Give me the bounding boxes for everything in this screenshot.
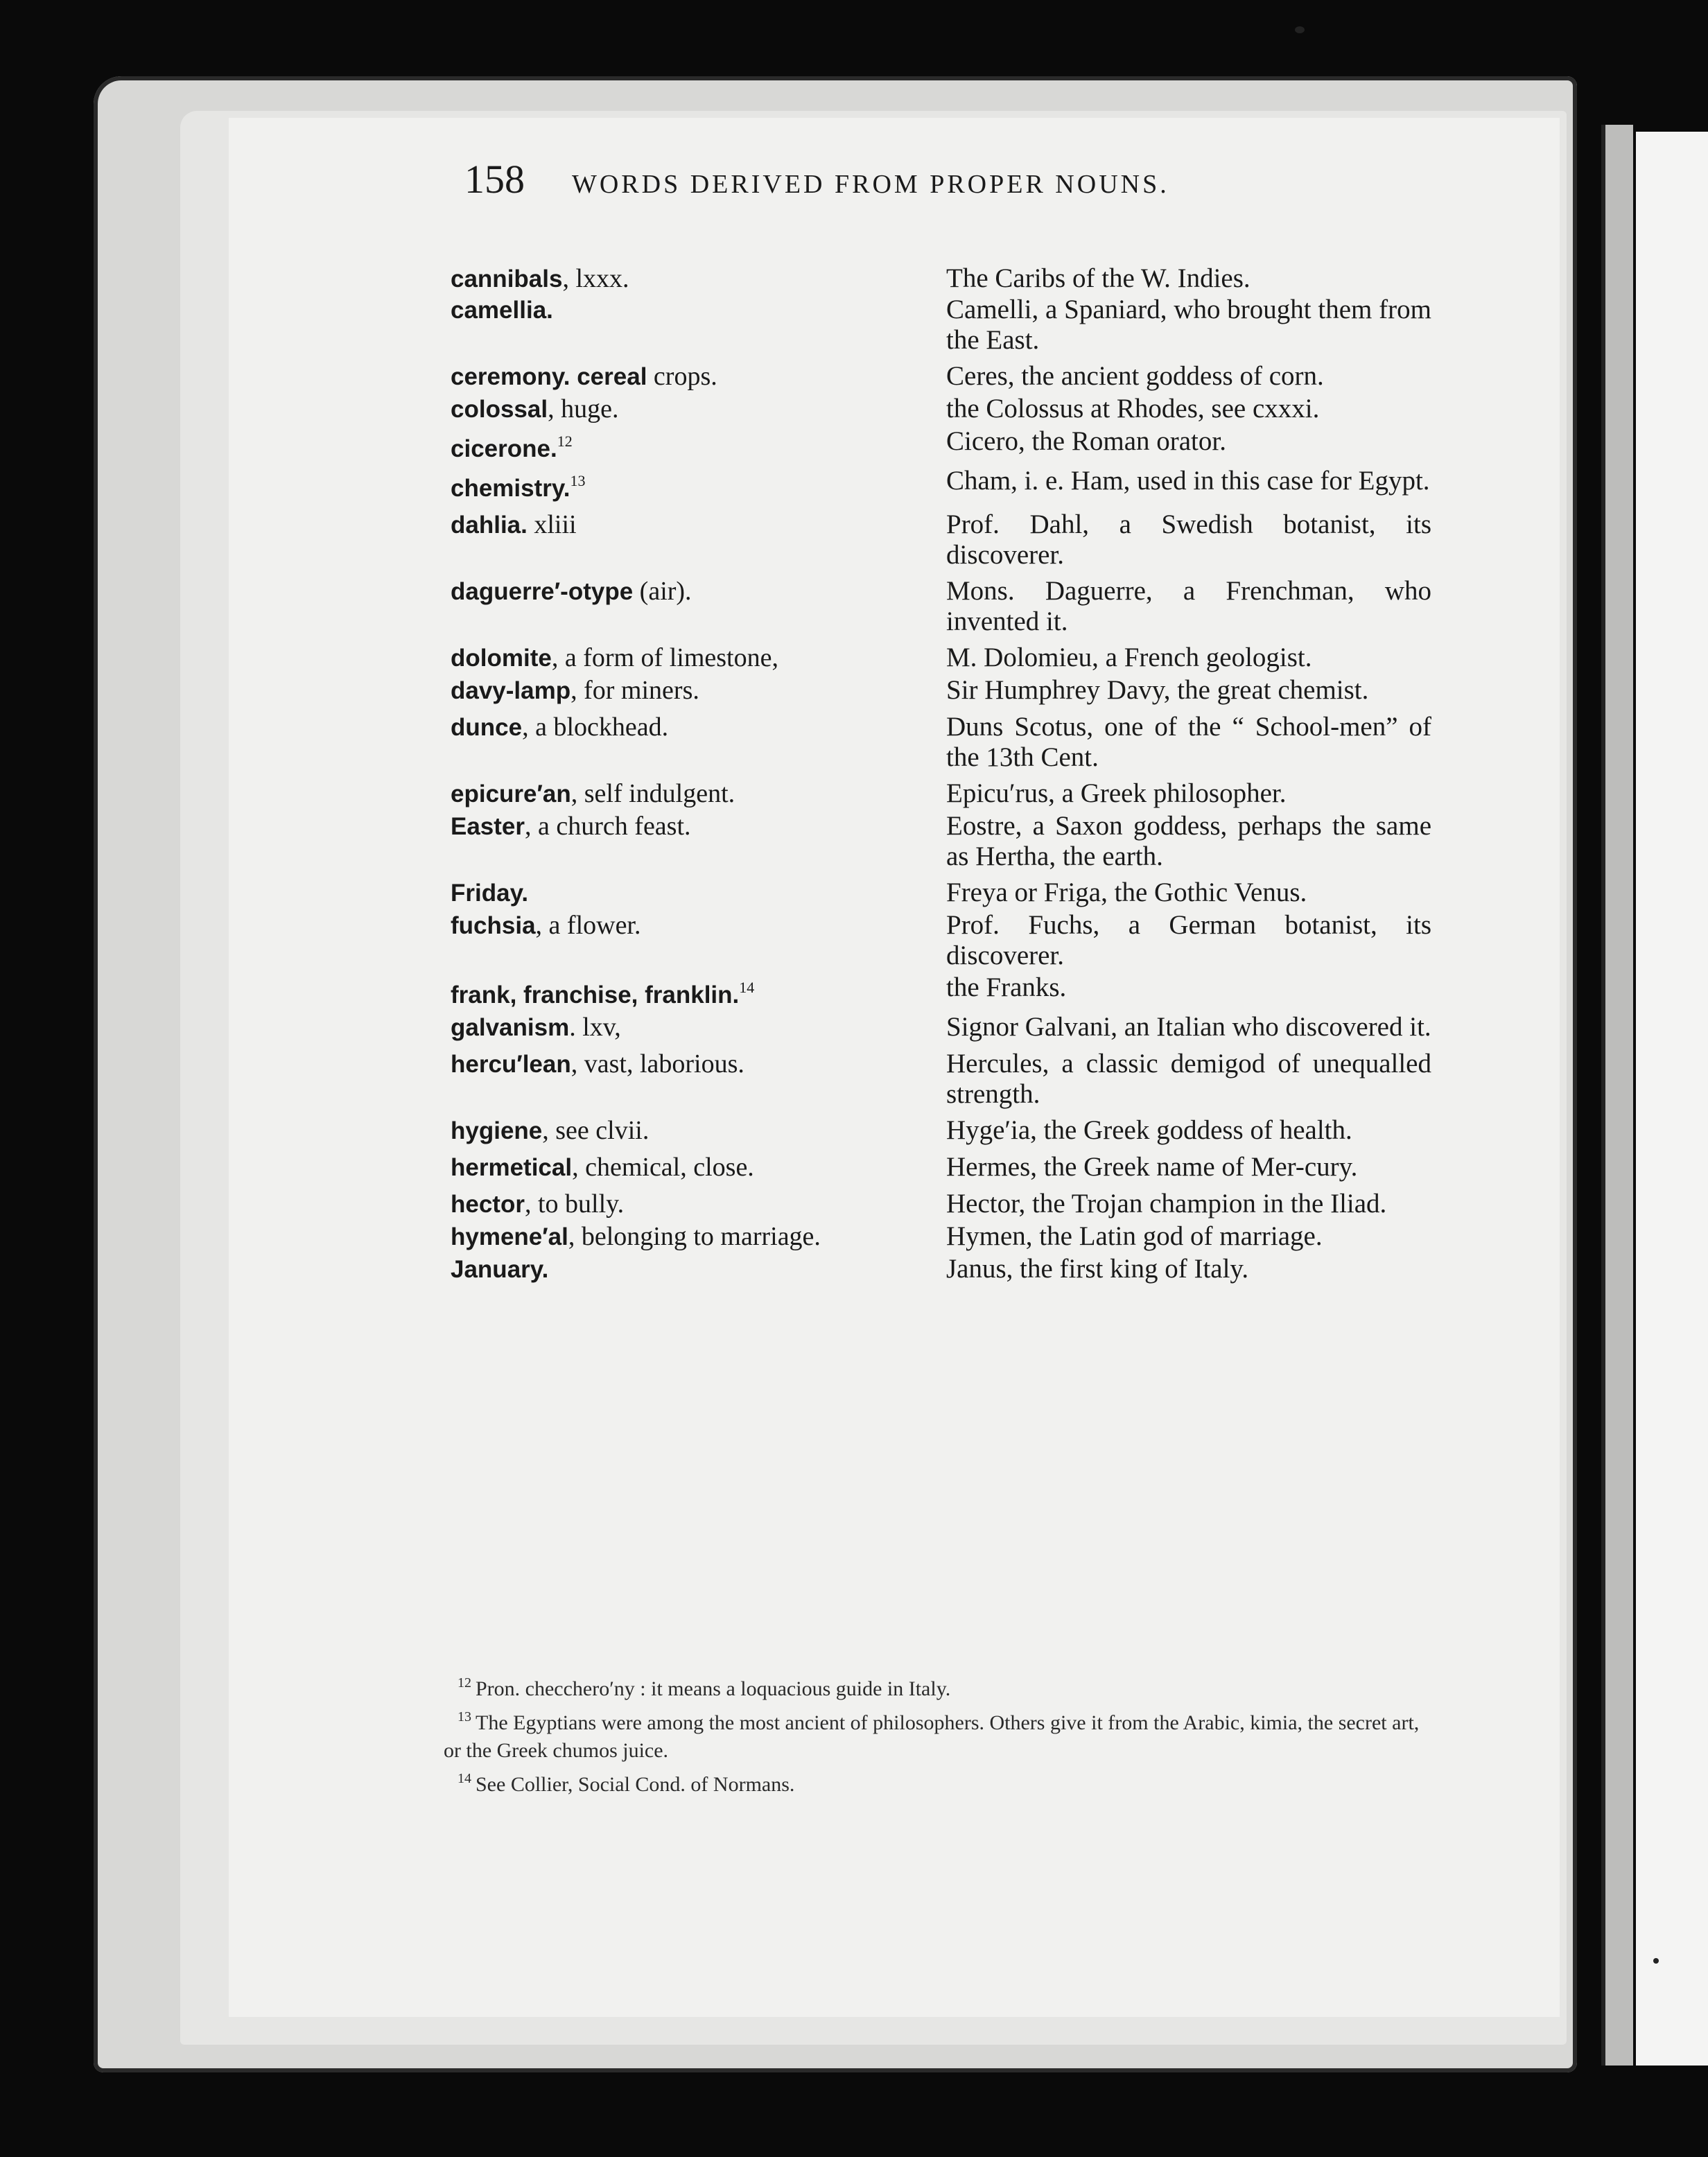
page-title: WORDS DERIVED FROM PROPER NOUNS. <box>572 170 1169 199</box>
entry-word: frank, franchise, franklin. <box>451 981 740 1008</box>
entry-row <box>451 1152 1442 1183</box>
footnotes <box>444 1669 1428 1799</box>
entry-term <box>451 263 946 295</box>
entry-origin: The Caribs of the W. Indies. <box>946 263 1250 293</box>
entry-row <box>451 712 1442 773</box>
page-number: 158 <box>464 157 525 202</box>
entry-word: davy-lamp <box>451 677 571 704</box>
footnote-number: 13 <box>458 1709 471 1724</box>
footnote <box>444 1703 1428 1765</box>
footnote <box>444 1765 1428 1799</box>
entry-origin: Epicu′rus, a Greek philosopher. <box>946 778 1287 808</box>
entry-gloss: , a blockhead. <box>522 713 669 742</box>
footnote-text: Pron. checcherо′ny : it means a loquacious guide in Italy. <box>476 1677 951 1700</box>
entry-row <box>451 877 1442 909</box>
entry-term <box>451 466 946 504</box>
entry-word: colossal <box>451 396 548 423</box>
entry-word: hymene′al <box>451 1223 568 1250</box>
entry-term <box>451 295 946 326</box>
entry-origin: Hermes, the Greek name of Mer-cury. <box>946 1152 1358 1182</box>
entry-gloss: xliii <box>527 510 577 539</box>
entry-row <box>451 1049 1442 1110</box>
entry-row <box>451 576 1442 637</box>
entry-origin: the Franks. <box>946 972 1067 1002</box>
footnote-ref: 14 <box>739 979 755 996</box>
entry-row <box>451 972 1442 1011</box>
running-head <box>464 156 1331 202</box>
entry-term <box>451 394 946 425</box>
entry-gloss: , belonging to marriage. <box>568 1222 821 1251</box>
entry-origin: Cham, i. e. Ham, used in this case for Egypt. <box>946 466 1430 496</box>
entry-term <box>451 675 946 706</box>
entry-word: daguerre′-otype <box>451 578 634 605</box>
entry-row <box>451 811 1442 872</box>
entry-row <box>451 675 1442 706</box>
entry-term <box>451 1049 946 1080</box>
entry-term <box>451 1152 946 1183</box>
entry-word: dunce <box>451 714 523 741</box>
entry-word: January. <box>451 1256 549 1283</box>
entry-word: hercu′lean <box>451 1051 571 1078</box>
entry-origin: Hyge′ia, the Greek goddess of health. <box>946 1115 1352 1145</box>
entry-origin: Signor Galvani, an Italian who discovered it. <box>946 1012 1431 1042</box>
entry-word: Easter <box>451 813 525 840</box>
entry-gloss: , see clvii. <box>542 1116 650 1145</box>
entry-origin: Mons. Daguerre, a Frenchman, who invented it. <box>946 576 1431 636</box>
entry-origin: Ceres, the ancient goddess of corn. <box>946 361 1324 391</box>
entry-term <box>451 910 946 941</box>
entry-row <box>451 509 1442 570</box>
footnote-ref: 12 <box>557 433 573 450</box>
entry-word: hermetical <box>451 1154 573 1181</box>
entry-word: chemistry. <box>451 475 570 502</box>
entry-origin: Sir Humphrey Davy, the great chemist. <box>946 675 1369 705</box>
entry-gloss: , huge. <box>548 394 619 423</box>
entry-origin: Eostre, a Saxon goddess, perhaps the same as Hertha, the earth. <box>946 811 1431 871</box>
entry-gloss: , chemical, close. <box>572 1153 754 1182</box>
entry-word: hygiene <box>451 1117 543 1144</box>
entry-word: dolomite <box>451 645 552 672</box>
entry-row <box>451 1115 1442 1146</box>
book-binding <box>1601 125 1633 2066</box>
entry-gloss: , self indulgent. <box>570 779 735 808</box>
entry-term <box>451 361 946 392</box>
entry-term <box>451 1012 946 1043</box>
entry-row <box>451 426 1442 464</box>
entry-row <box>451 778 1442 810</box>
entry-origin: Duns Scotus, one of the “ School-men” of the 13th Cent. <box>946 712 1431 772</box>
entry-row <box>451 643 1442 674</box>
entry-term <box>451 712 946 743</box>
entry-origin: Prof. Fuchs, a German botanist, its discoverer. <box>946 910 1431 970</box>
footnote-text: The Egyptians were among the most ancient of philosophers. Others give it from the Arabic, kimia, the secret art, or the Greek chumos juice. <box>444 1711 1420 1762</box>
entry-term <box>451 1221 946 1252</box>
glossary-table <box>451 263 1442 1285</box>
entry-row <box>451 394 1442 425</box>
footnote-ref: 13 <box>570 472 586 489</box>
entry-row <box>451 263 1442 295</box>
entry-word: dahlia. <box>451 512 528 539</box>
entry-word: hector <box>451 1191 525 1218</box>
entry-row <box>451 1012 1442 1043</box>
entry-word: cannibals <box>451 265 563 292</box>
footnote <box>444 1669 1428 1703</box>
entry-row <box>451 295 1442 356</box>
entry-term <box>451 1254 946 1285</box>
entry-term <box>451 811 946 842</box>
entry-row <box>451 466 1442 504</box>
entry-term <box>451 643 946 674</box>
entry-word: ceremony. cereal <box>451 363 647 390</box>
entry-gloss: , a flower. <box>535 911 641 940</box>
entry-row <box>451 1254 1442 1285</box>
footnote-text: See Collier, Social Cond. of Normans. <box>476 1773 795 1796</box>
entry-origin: Janus, the first king of Italy. <box>946 1254 1249 1284</box>
entry-term <box>451 877 946 909</box>
entry-gloss: . lxv, <box>569 1013 621 1042</box>
entry-term <box>451 509 946 541</box>
entry-term <box>451 1189 946 1220</box>
entry-origin: Cicero, the Roman orator. <box>946 426 1226 456</box>
adjacent-page-edge <box>1636 132 1708 2066</box>
entry-word: cicerone. <box>451 435 557 462</box>
footnote-number: 12 <box>458 1675 471 1691</box>
entry-gloss: , vast, laborious. <box>570 1049 744 1078</box>
entry-origin: Prof. Dahl, a Swedish botanist, its discoverer. <box>946 509 1431 570</box>
entry-origin: M. Dolomieu, a French geologist. <box>946 643 1312 672</box>
entry-row <box>451 910 1442 971</box>
entry-gloss: (air). <box>633 577 692 606</box>
entry-word: epicure′an <box>451 780 571 807</box>
entry-term <box>451 1115 946 1146</box>
entry-row <box>451 1221 1442 1252</box>
entry-gloss: , lxxx. <box>562 264 629 293</box>
entry-gloss: , a church feast. <box>525 812 691 841</box>
entry-word: fuchsia <box>451 912 536 939</box>
entry-word: galvanism <box>451 1014 570 1041</box>
entry-term <box>451 972 946 1011</box>
entry-term <box>451 576 946 607</box>
entry-word: camellia. <box>451 297 553 324</box>
entry-origin: Freya or Friga, the Gothic Venus. <box>946 877 1307 907</box>
footnote-number: 14 <box>458 1771 471 1786</box>
ink-speck <box>1653 1958 1659 1964</box>
entry-term <box>451 778 946 810</box>
entry-origin: Camelli, a Spaniard, who brought them from the East. <box>946 295 1431 355</box>
entry-gloss: crops. <box>647 362 717 391</box>
entry-gloss: , a form of limestone, <box>551 643 778 672</box>
entry-row <box>451 1189 1442 1220</box>
entry-gloss: , for miners. <box>570 676 699 705</box>
entry-word: Friday. <box>451 880 529 907</box>
entry-origin: Hercules, a classic demigod of unequalled strength. <box>946 1049 1431 1109</box>
entry-row <box>451 361 1442 392</box>
entry-origin: Hector, the Trojan champion in the Iliad. <box>946 1189 1387 1219</box>
ink-speck <box>1295 26 1305 33</box>
entry-origin: Hymen, the Latin god of marriage. <box>946 1221 1323 1251</box>
entry-origin: the Colossus at Rhodes, see cxxxi. <box>946 394 1320 423</box>
entry-gloss: , to bully. <box>524 1189 625 1219</box>
entry-term <box>451 426 946 464</box>
